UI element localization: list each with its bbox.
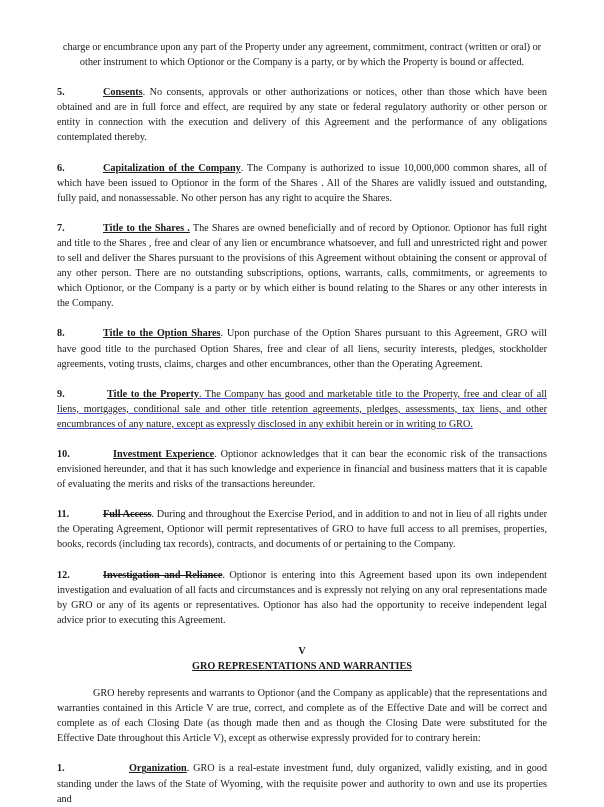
- section-number: 8.: [57, 328, 65, 340]
- section-body: . The Company is authorized to issue 10,000,000 common shares, all of which have been issued to Optionor in the form of the Shares . All of the Shares are validly issued and outstanding, fully paid, and nonassessable. No other person has any right to acquire the Shares.: [57, 162, 548, 204]
- section-body: . Upon purchase of the Option Shares pursuant to this Agreement, GRO will have good title to the purchased Option Shares, free and clear of all liens, security interests, pledges, stockholder agreements, voting trusts, claims, charges and other encumbrances, other than the Operating Agreement.: [57, 328, 547, 370]
- section-title: Full Access: [103, 509, 152, 521]
- section-1: [57, 761, 547, 806]
- section-title: Title to the Option Shares: [103, 328, 221, 340]
- article-number: V: [298, 645, 306, 657]
- section-body: The Shares are owned beneficially and of record by Optionor. Optionor has full right and title to the Shares , free and clear of any lien or encumbrance whatsoever, and full and unrestricted right and power to sell and deliver the Shares pursuant to the provisions of this Agreement without obtaining the consent or approval of any other person. There are no outstanding subscriptions, options, warrants, calls, commitments, or agreements to which Optionor, or the Company is a party or by which either is bound relating to the Shares or any other interests in the Company.: [57, 222, 547, 310]
- article-title: GRO REPRESENTATIONS AND WARRANTIES: [192, 661, 412, 672]
- section-5: [57, 85, 547, 145]
- section-7: [57, 221, 547, 312]
- continuation-paragraph: charge or encumbrance upon any part of the Property under any agreement, commitment, contract (written or oral) or other instrument to which Optionor or the Company is a party, or by which the Property is bound or affected.: [62, 42, 542, 69]
- section-title: Investigation and Reliance: [103, 569, 223, 581]
- section-12: [57, 568, 547, 628]
- section-number: 9.: [57, 388, 65, 400]
- section-number: 7.: [57, 222, 65, 234]
- section-title: Title to the Shares .: [103, 222, 190, 234]
- section-number: 6.: [57, 162, 65, 174]
- section-11: [57, 507, 547, 552]
- section-body: . During and throughout the Exercise Period, and in addition to and not in lieu of all rights under the Operating Agreement, Optionor will permit representatives of GRO to have full access to all premises, properties, books, records (including tax records), contracts, and documents of or pertaining to the Company.: [57, 509, 547, 551]
- section-10: [57, 447, 547, 492]
- section-body: . Optionor is entering into this Agreement based upon its own independent investigation and evaluation of all facts and circumstances and is expressly not relying on any oral representations made by GRO or any of its agents or representatives. Optionor has also had the opportunity to receive independent legal advice prior to executing this Agreement.: [57, 569, 548, 626]
- section-title: Organization: [129, 763, 187, 775]
- section-body: . GRO is a real-estate investment fund, duly organized, validly existing, and in good standing under the laws of the State of Wyoming, with the requisite power and authority to own and use its properties and: [57, 763, 547, 805]
- section-9: [57, 387, 547, 432]
- document-page: [57, 40, 547, 807]
- section-body: . Optionor acknowledges that it can bear the economic risk of the transactions envisioned hereunder, and that it has such knowledge and experience in financial and business matters that it is capable of evaluating the merits and risks of the transactions hereunder.: [57, 448, 547, 491]
- section-body: . No consents, approvals or other authorizations or notices, other than those which have been obtained and are in full force and effect, are required by any state or federal regulatory authority or other person or entity in connection with the execution and delivery of this Agreement and the performance of any obligations contemplated thereby.: [57, 87, 547, 144]
- section-number: 12.: [57, 569, 70, 581]
- section-body: . The Company has good and marketable title to the Property, free and clear of all liens, mortgages, conditional sale and other title retention agreements, pledges, assessments, tax liens, and other encumbrances of any nature, except as expressly disclosed in any exhibit herein or in writing to GRO.: [57, 388, 547, 430]
- section-title: Title to the Property: [107, 388, 199, 400]
- section-number: 10.: [57, 448, 70, 460]
- section-title: Capitalization of the Company: [103, 162, 241, 174]
- section-8: [57, 326, 547, 371]
- article-intro: GRO hereby represents and warrants to Optionor (and the Company as applicable) that the representations and warranties contained in this Article V are true, correct, and complete as of the Effective Date and will be correct and complete as of each Closing Date (as though made then and as though the Closing Date were substituted for the Effective Date throughout this Article V), except as otherwise expressly provided for to contrary herein:: [57, 688, 547, 745]
- section-title: Consents: [103, 87, 143, 99]
- section-title: Investment Experience: [113, 448, 215, 460]
- section-number: 11.: [57, 509, 70, 521]
- section-6: [57, 161, 547, 206]
- section-number: 5.: [57, 87, 65, 99]
- section-number: 1.: [57, 763, 65, 775]
